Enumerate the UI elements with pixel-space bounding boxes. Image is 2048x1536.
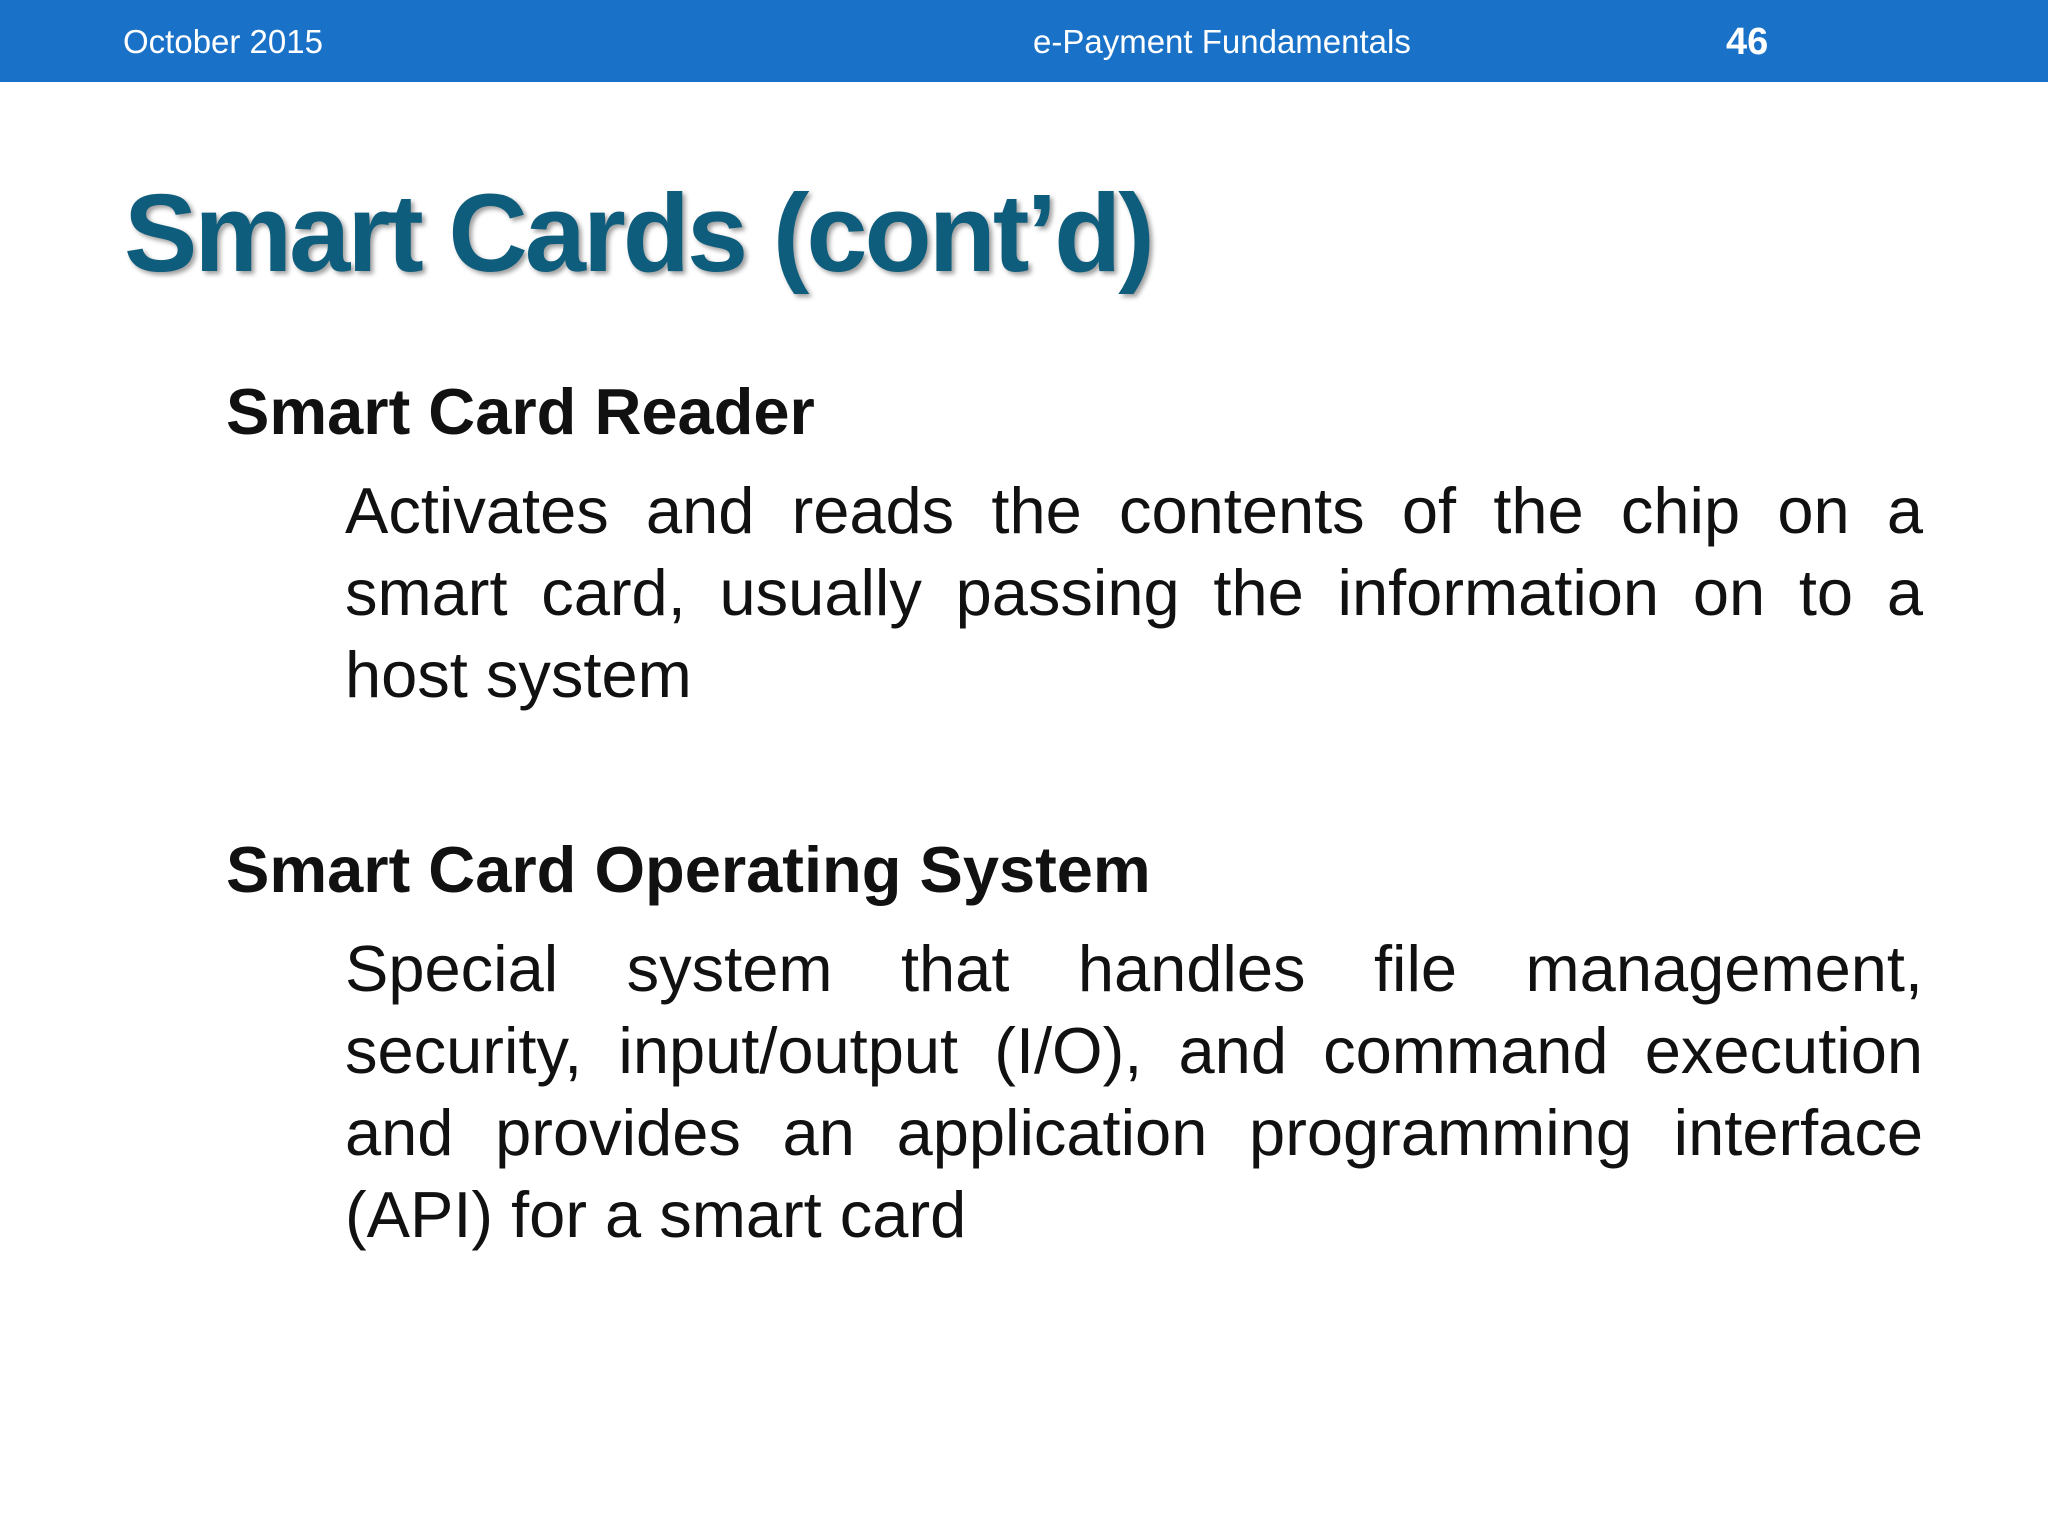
header-date: October 2015 (123, 23, 323, 60)
slide-header-bar (0, 0, 2048, 82)
term-heading-smart-card-reader: Smart Card Reader (226, 375, 815, 448)
header-page-number: 46 (1726, 21, 1769, 63)
slide-title: Smart Cards (cont’d) (124, 172, 1152, 295)
term-definition-smart-card-os: Special system that handles file management, security, input/output (I/O), and command execution and provides an application programming interface (API) for a smart card (345, 932, 1923, 1251)
header-course-title: e-Payment Fundamentals (1033, 23, 1411, 60)
term-definition-smart-card-reader: Activates and reads the contents of the chip on a smart card, usually passing the information on to a host system (345, 474, 1923, 711)
term-heading-smart-card-os: Smart Card Operating System (226, 833, 1151, 906)
